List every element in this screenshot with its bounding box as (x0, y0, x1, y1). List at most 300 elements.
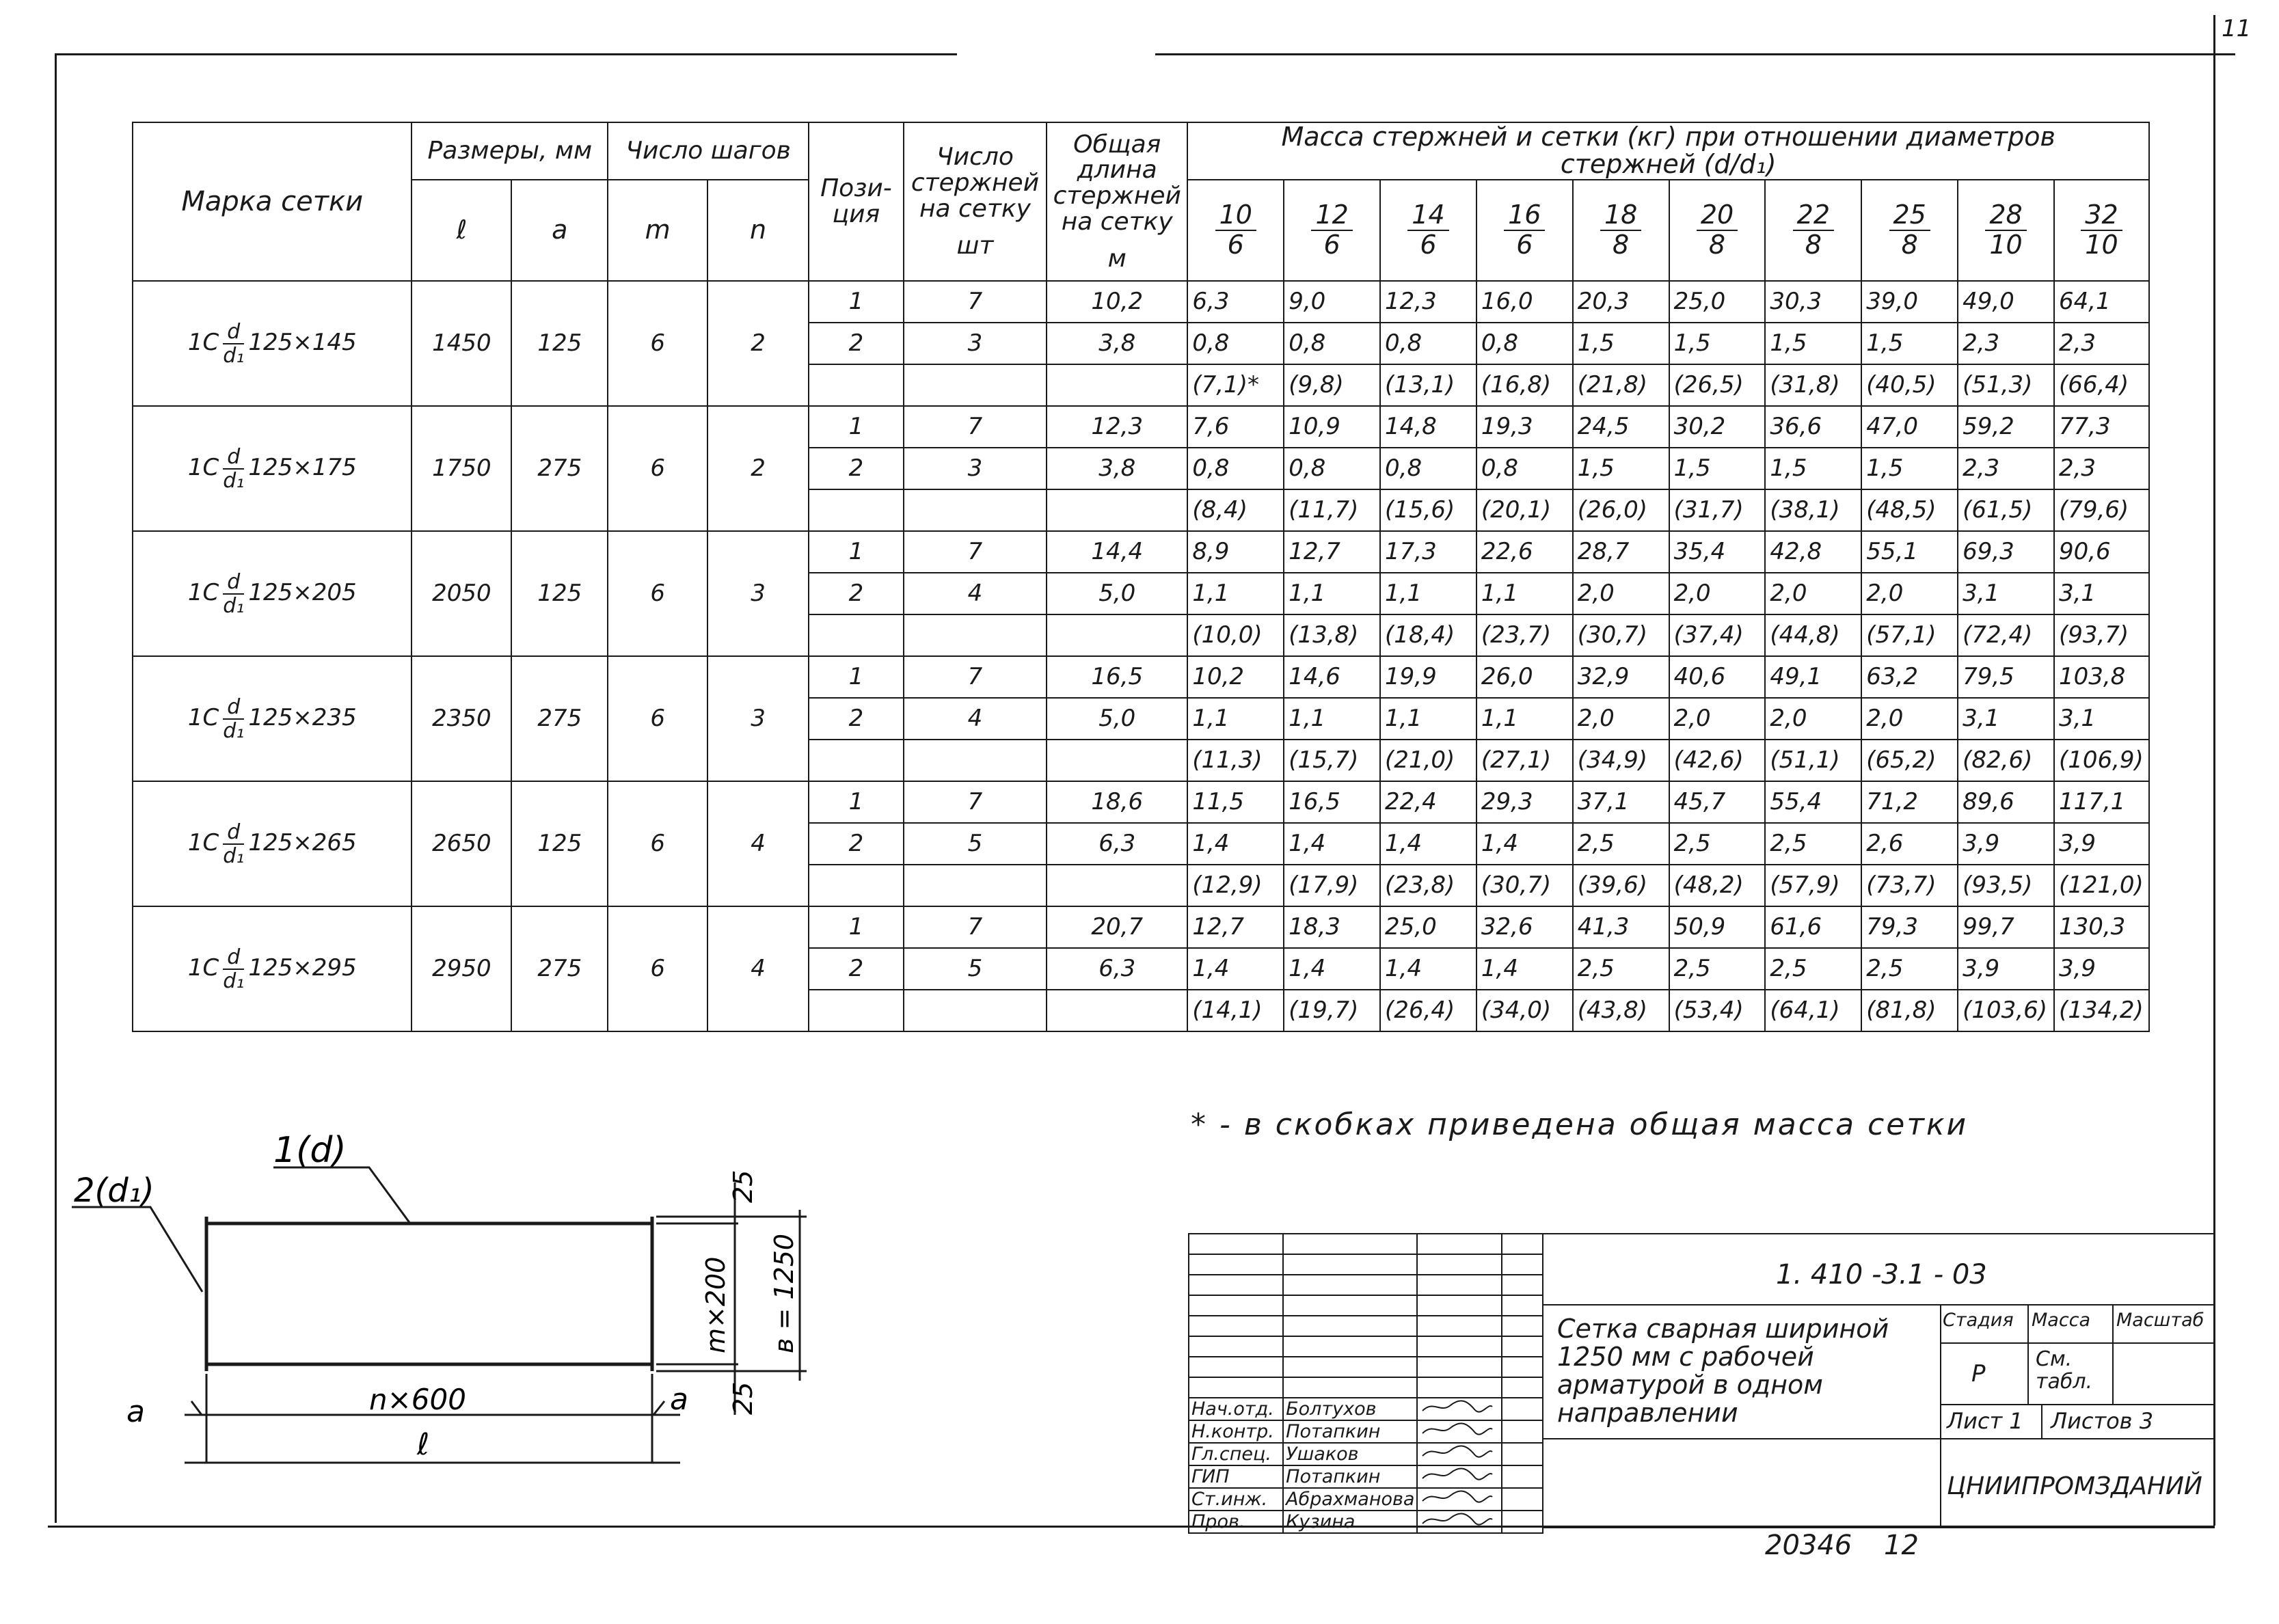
total-mass-cell: (17,9) (1284, 865, 1380, 906)
total-mass-cell: (65,2) (1861, 740, 1958, 781)
mass-cell: 0,8 (1476, 323, 1573, 364)
table-row (133, 781, 2149, 823)
total-mass-cell: (19,7) (1284, 990, 1380, 1031)
mark-prefix: 1С (187, 579, 219, 606)
total-mass-cell: (72,4) (1958, 614, 2054, 656)
mass-cell: 1,5 (1861, 448, 1958, 489)
size-l: 1750 (412, 406, 511, 531)
hdr-mass: Масса стержней и сетки (кг) при отношении диаметров стержней (d/d₁) (1187, 122, 2149, 180)
steps-m: 6 (608, 531, 707, 656)
date-cell (1502, 1420, 1543, 1443)
mass-cell: 1,5 (1669, 448, 1766, 489)
steps-m: 6 (608, 781, 707, 906)
ratio-fraction (1985, 201, 2026, 260)
blank-cell (1283, 1295, 1417, 1316)
total-mass-cell: (48,2) (1669, 865, 1766, 906)
total-length-empty (1047, 740, 1187, 781)
mark-num: d (223, 946, 244, 970)
mass-cell: 36,6 (1765, 406, 1861, 448)
mass-cell: 2,3 (1958, 448, 2054, 489)
position: 1 (809, 781, 904, 823)
total-mass-cell: (30,7) (1573, 614, 1669, 656)
total-mass-cell: (51,1) (1765, 740, 1861, 781)
blank-cell (1283, 1234, 1417, 1254)
total-mass-cell: (39,6) (1573, 865, 1669, 906)
footnote: * - в скобках приведена общая масса сетки (1191, 1107, 1969, 1142)
ratio-fraction (1697, 201, 1738, 260)
mark-num: d (223, 821, 244, 845)
mass-cell: 69,3 (1958, 531, 2054, 573)
mark-size: 125×145 (248, 329, 357, 356)
mass-cell: 37,1 (1573, 781, 1669, 823)
mesh-table-body (133, 281, 2149, 1031)
mass-cell: 17,3 (1380, 531, 1476, 573)
hdr-count (904, 122, 1047, 281)
mark-size: 125×205 (248, 579, 357, 606)
mesh-mark-label (187, 820, 357, 868)
hdr-count-unit: шт (956, 231, 994, 260)
total-mass-cell: (21,0) (1380, 740, 1476, 781)
mass-cell: 14,8 (1380, 406, 1476, 448)
table-row (133, 531, 2149, 573)
signer-role: ГИП (1189, 1465, 1283, 1488)
mass-cell: 2,0 (1861, 573, 1958, 614)
bar-count: 7 (904, 781, 1047, 823)
mass-cell: 99,7 (1958, 906, 2054, 948)
mass-cell: 28,7 (1573, 531, 1669, 573)
total-length: 3,8 (1047, 323, 1187, 364)
mass-cell: 1,4 (1187, 948, 1284, 990)
mass-cell: 26,0 (1476, 656, 1573, 698)
signer-name: Ушаков (1283, 1443, 1417, 1465)
blank-cell (1417, 1295, 1502, 1316)
ratio-denominator: 6 (1420, 230, 1437, 260)
position: 2 (809, 823, 904, 865)
date-cell (1502, 1511, 1543, 1533)
bar-count-empty (904, 614, 1047, 656)
blank-cell (1189, 1295, 1283, 1316)
signature-icon (1417, 1443, 1502, 1465)
total-mass-cell: (20,1) (1476, 489, 1573, 531)
bar-count: 5 (904, 823, 1047, 865)
mesh-table (132, 122, 2150, 1032)
mass-cell: 1,5 (1669, 323, 1766, 364)
blank-cell (1502, 1234, 1543, 1254)
signer-name: Потапкин (1283, 1465, 1417, 1488)
hdr-mark: Марка сетки (133, 122, 412, 281)
mass-cell: 2,0 (1573, 573, 1669, 614)
total-mass-cell: (9,8) (1284, 364, 1380, 406)
mass-cell: 11,5 (1187, 781, 1284, 823)
blank-cell (1502, 1377, 1543, 1398)
mass-cell: 0,8 (1476, 448, 1573, 489)
mass-cell: 1,4 (1187, 823, 1284, 865)
blank-cell (1189, 1336, 1283, 1357)
mark-den: d₁ (223, 718, 245, 743)
hdr-position: Пози- ция (809, 122, 904, 281)
sketch-leader-2 (72, 1207, 202, 1292)
blank-cell (1283, 1336, 1417, 1357)
total-length: 18,6 (1047, 781, 1187, 823)
ratio-fraction (1407, 201, 1448, 260)
mass-cell: 1,5 (1765, 323, 1861, 364)
signer-name: Кузина (1283, 1511, 1417, 1533)
ratio-denominator: 10 (1989, 230, 2023, 260)
bottom-page: 12 (1884, 1530, 1919, 1561)
bar-count: 4 (904, 573, 1047, 614)
blank-cell (1189, 1316, 1283, 1336)
blank-cell (1283, 1357, 1417, 1377)
total-mass-cell: (21,8) (1573, 364, 1669, 406)
mass-cell: 2,0 (1573, 698, 1669, 740)
mass-cell: 10,9 (1284, 406, 1380, 448)
total-length: 20,7 (1047, 906, 1187, 948)
sketch-dim-a-right: a (670, 1382, 688, 1417)
size-l: 1450 (412, 281, 511, 406)
blank-cell (1189, 1254, 1283, 1275)
size-a: 125 (511, 281, 608, 406)
blank-cell (1189, 1234, 1283, 1254)
mass-cell: 50,9 (1669, 906, 1766, 948)
signer-role: Нач.отд. (1189, 1398, 1283, 1420)
steps-m: 6 (608, 906, 707, 1031)
mass-cell: 1,1 (1380, 573, 1476, 614)
size-l: 2950 (412, 906, 511, 1031)
mass-cell: 29,3 (1476, 781, 1573, 823)
sketch-label-bar1: 1(d) (273, 1130, 347, 1171)
total-mass-cell: (26,4) (1380, 990, 1476, 1031)
total-mass-cell: (18,4) (1380, 614, 1476, 656)
stage-value: Р (1971, 1360, 1986, 1388)
position-empty (809, 990, 904, 1031)
total-mass-cell: (8,4) (1187, 489, 1284, 531)
total-length: 16,5 (1047, 656, 1187, 698)
total-mass-cell: (15,7) (1284, 740, 1380, 781)
ratio-header (1669, 180, 1766, 281)
hdr-length-unit: м (1107, 244, 1127, 273)
mark-prefix: 1С (187, 329, 219, 356)
total-mass-cell: (48,5) (1861, 489, 1958, 531)
position: 2 (809, 323, 904, 364)
total-mass-cell: (10,0) (1187, 614, 1284, 656)
mass-cell: 1,1 (1476, 573, 1573, 614)
mass-cell: 2,5 (1669, 948, 1766, 990)
steps-n: 2 (707, 406, 809, 531)
mass-cell: 0,8 (1284, 448, 1380, 489)
mesh-mark (133, 906, 412, 1031)
hdr-length (1047, 122, 1187, 281)
blank-cell (1502, 1316, 1543, 1336)
mesh-mark (133, 656, 412, 781)
total-mass-cell: (61,5) (1958, 489, 2054, 531)
mass-cell: 2,0 (1861, 698, 1958, 740)
blank-cell (1417, 1336, 1502, 1357)
signature-row-blank (1189, 1295, 1543, 1316)
signer-role: Пров. (1189, 1511, 1283, 1533)
mesh-mark-label (187, 319, 357, 368)
blank-cell (1417, 1234, 1502, 1254)
total-mass-cell: (79,6) (2054, 489, 2149, 531)
position: 1 (809, 906, 904, 948)
position-empty (809, 364, 904, 406)
bar-count-empty (904, 865, 1047, 906)
sheet-number: 11 (2222, 15, 2252, 42)
mass-cell: 2,3 (1958, 323, 2054, 364)
mark-num: d (223, 321, 244, 344)
position: 1 (809, 281, 904, 323)
mesh-mark-label (187, 945, 357, 993)
steps-n: 4 (707, 781, 809, 906)
mass-cell: 63,2 (1861, 656, 1958, 698)
blank-cell (1283, 1377, 1417, 1398)
mark-den: d₁ (223, 343, 245, 368)
sketch-leader-1 (273, 1167, 410, 1223)
position: 1 (809, 531, 904, 573)
blank-cell (1283, 1275, 1417, 1295)
ratio-denominator: 6 (1323, 230, 1340, 260)
ratio-fraction (1504, 201, 1545, 260)
mass-cell: 1,5 (1573, 448, 1669, 489)
mass-cell: 1,1 (1187, 698, 1284, 740)
mass-cell: 16,0 (1476, 281, 1573, 323)
ratio-numerator: 32 (2081, 201, 2122, 231)
steps-n: 3 (707, 531, 809, 656)
position: 2 (809, 698, 904, 740)
total-mass-cell: (40,5) (1861, 364, 1958, 406)
blank-cell (1502, 1295, 1543, 1316)
organization: ЦНИИПРОМЗДАНИЙ (1947, 1472, 2202, 1500)
total-mass-cell: (66,4) (2054, 364, 2149, 406)
mesh-mark-label (187, 694, 357, 743)
ratio-denominator: 8 (1901, 230, 1918, 260)
total-mass-cell: (31,7) (1669, 489, 1766, 531)
total-mass-cell: (82,6) (1958, 740, 2054, 781)
mass-cell: 16,5 (1284, 781, 1380, 823)
mass-cell: 2,0 (1765, 573, 1861, 614)
mark-prefix: 1С (187, 954, 219, 982)
mass-cell: 25,0 (1669, 281, 1766, 323)
total-length-empty (1047, 990, 1187, 1031)
hdr-a: a (511, 180, 608, 281)
mass-cell: 3,1 (1958, 698, 2054, 740)
mass-cell: 2,5 (1573, 948, 1669, 990)
mesh-sketch (68, 1128, 841, 1511)
mass-cell: 1,5 (1861, 323, 1958, 364)
blank-cell (1189, 1275, 1283, 1295)
ratio-fraction (1889, 201, 1930, 260)
mass-cell: 3,1 (1958, 573, 2054, 614)
mark-size: 125×175 (248, 454, 357, 481)
blank-cell (1502, 1336, 1543, 1357)
blank-cell (1283, 1316, 1417, 1336)
mass-cell: 45,7 (1669, 781, 1766, 823)
ratio-denominator: 8 (1805, 230, 1822, 260)
hdr-n: n (707, 180, 809, 281)
signature-row (1189, 1443, 1543, 1465)
mass-cell: 2,0 (1765, 698, 1861, 740)
total-mass-cell: (31,8) (1765, 364, 1861, 406)
mass-cell: 32,6 (1476, 906, 1573, 948)
mass-cell: 1,1 (1476, 698, 1573, 740)
mass-cell: 1,4 (1476, 823, 1573, 865)
mass-cell: 77,3 (2054, 406, 2149, 448)
mass-cell: 0,8 (1284, 323, 1380, 364)
size-a: 275 (511, 656, 608, 781)
mass-cell: 61,6 (1765, 906, 1861, 948)
mass-label: Масса (2032, 1310, 2091, 1331)
mass-cell: 14,6 (1284, 656, 1380, 698)
size-a: 125 (511, 531, 608, 656)
mass-cell: 19,9 (1380, 656, 1476, 698)
mass-cell: 10,2 (1187, 656, 1284, 698)
position: 1 (809, 656, 904, 698)
total-mass-cell: (38,1) (1765, 489, 1861, 531)
ratio-denominator: 8 (1613, 230, 1630, 260)
mass-cell: 3,9 (2054, 948, 2149, 990)
size-l: 2650 (412, 781, 511, 906)
sketch-dim-bottom: 25 (728, 1381, 758, 1415)
sketch-label-bar2: 2(d₁) (74, 1172, 154, 1210)
mass-cell: 64,1 (2054, 281, 2149, 323)
ratio-fraction (1311, 201, 1352, 260)
mass-cell: 6,3 (1187, 281, 1284, 323)
signature-row-blank (1189, 1234, 1543, 1254)
mass-cell: 2,3 (2054, 448, 2149, 489)
total-mass-cell: (26,5) (1669, 364, 1766, 406)
signer-role: Гл.спец. (1189, 1443, 1283, 1465)
mass-cell: 2,5 (1861, 948, 1958, 990)
ratio-denominator: 8 (1708, 230, 1726, 260)
mass-cell: 2,0 (1669, 698, 1766, 740)
sheets-label: Листов 3 (2051, 1408, 2154, 1434)
total-length-empty (1047, 865, 1187, 906)
ratio-numerator: 18 (1600, 201, 1641, 231)
ratio-numerator: 25 (1889, 201, 1930, 231)
doc-title: Сетка сварная шириной 1250 мм с рабочей арматурой в одном направлении (1557, 1314, 1889, 1429)
hdr-m: m (608, 180, 707, 281)
total-mass-cell: (93,7) (2054, 614, 2149, 656)
ratio-denominator: 6 (1516, 230, 1533, 260)
total-length: 6,3 (1047, 948, 1187, 990)
ratio-fraction (1793, 201, 1834, 260)
mass-cell: 90,6 (2054, 531, 2149, 573)
bar-count: 7 (904, 531, 1047, 573)
ratio-fraction (1600, 201, 1641, 260)
sketch-dim-b: в = 1250 (769, 1233, 799, 1353)
ratio-numerator: 10 (1215, 201, 1256, 231)
sheet-label: Лист 1 (1947, 1408, 2023, 1434)
date-cell (1502, 1443, 1543, 1465)
steps-n: 2 (707, 281, 809, 406)
mass-cell: 49,1 (1765, 656, 1861, 698)
blank-cell (1502, 1254, 1543, 1275)
steps-m: 6 (608, 281, 707, 406)
mass-cell: 3,9 (1958, 823, 2054, 865)
mass-cell: 117,1 (2054, 781, 2149, 823)
bar-count-empty (904, 740, 1047, 781)
ratio-header (1284, 180, 1380, 281)
mass-cell: 39,0 (1861, 281, 1958, 323)
mass-cell: 30,2 (1669, 406, 1766, 448)
mark-size: 125×235 (248, 704, 357, 731)
bar-count: 3 (904, 448, 1047, 489)
total-mass-cell: (106,9) (2054, 740, 2149, 781)
size-a: 275 (511, 906, 608, 1031)
total-mass-cell: (15,6) (1380, 489, 1476, 531)
title-block (1188, 1233, 2215, 1532)
mass-cell: 7,6 (1187, 406, 1284, 448)
steps-m: 6 (608, 656, 707, 781)
total-mass-cell: (73,7) (1861, 865, 1958, 906)
sketch-dim-l: ℓ (417, 1427, 430, 1462)
total-mass-cell: (23,8) (1380, 865, 1476, 906)
total-mass-cell: (7,1)* (1187, 364, 1284, 406)
mass-cell: 1,4 (1284, 823, 1380, 865)
position-empty (809, 489, 904, 531)
stage-label: Стадия (1943, 1310, 2014, 1331)
ratio-denominator: 6 (1227, 230, 1244, 260)
hdr-steps: Число шагов (608, 122, 809, 180)
mass-cell: 49,0 (1958, 281, 2054, 323)
sketch-dim-nx: n×600 (369, 1383, 466, 1416)
mass-cell: 71,2 (1861, 781, 1958, 823)
mass-cell: 3,9 (2054, 823, 2149, 865)
mass-cell: 79,5 (1958, 656, 2054, 698)
mass-cell: 0,8 (1380, 448, 1476, 489)
signer-role: Ст.инж. (1189, 1488, 1283, 1511)
mesh-mark-label (187, 444, 357, 493)
hdr-sizes: Размеры, мм (412, 122, 608, 180)
blank-cell (1417, 1357, 1502, 1377)
blank-cell (1502, 1357, 1543, 1377)
total-mass-cell: (23,7) (1476, 614, 1573, 656)
signature-row-blank (1189, 1377, 1543, 1398)
mass-cell: 9,0 (1284, 281, 1380, 323)
mass-cell: 89,6 (1958, 781, 2054, 823)
total-length: 14,4 (1047, 531, 1187, 573)
position-empty (809, 614, 904, 656)
total-length: 10,2 (1047, 281, 1187, 323)
mass-cell: 22,4 (1380, 781, 1476, 823)
position: 1 (809, 406, 904, 448)
mass-cell: 1,1 (1284, 573, 1380, 614)
position: 2 (809, 448, 904, 489)
ratio-header (1380, 180, 1476, 281)
ratio-header (1187, 180, 1284, 281)
steps-n: 4 (707, 906, 809, 1031)
table-row (133, 406, 2149, 448)
mesh-mark (133, 406, 412, 531)
total-mass-cell: (34,0) (1476, 990, 1573, 1031)
mass-cell: 130,3 (2054, 906, 2149, 948)
total-mass-cell: (12,9) (1187, 865, 1284, 906)
mass-cell: 41,3 (1573, 906, 1669, 948)
mass-cell: 19,3 (1476, 406, 1573, 448)
total-mass-cell: (53,4) (1669, 990, 1766, 1031)
mass-cell: 0,8 (1380, 323, 1476, 364)
mass-cell: 79,3 (1861, 906, 1958, 948)
mass-cell: 20,3 (1573, 281, 1669, 323)
mass-cell: 1,1 (1187, 573, 1284, 614)
signature-row (1189, 1420, 1543, 1443)
ratio-header (1861, 180, 1958, 281)
signer-name: Абрахманова (1283, 1488, 1417, 1511)
ratio-numerator: 20 (1697, 201, 1738, 231)
mass-cell: 2,6 (1861, 823, 1958, 865)
signature-row-blank (1189, 1254, 1543, 1275)
total-length: 6,3 (1047, 823, 1187, 865)
signer-name: Болтухов (1283, 1398, 1417, 1420)
